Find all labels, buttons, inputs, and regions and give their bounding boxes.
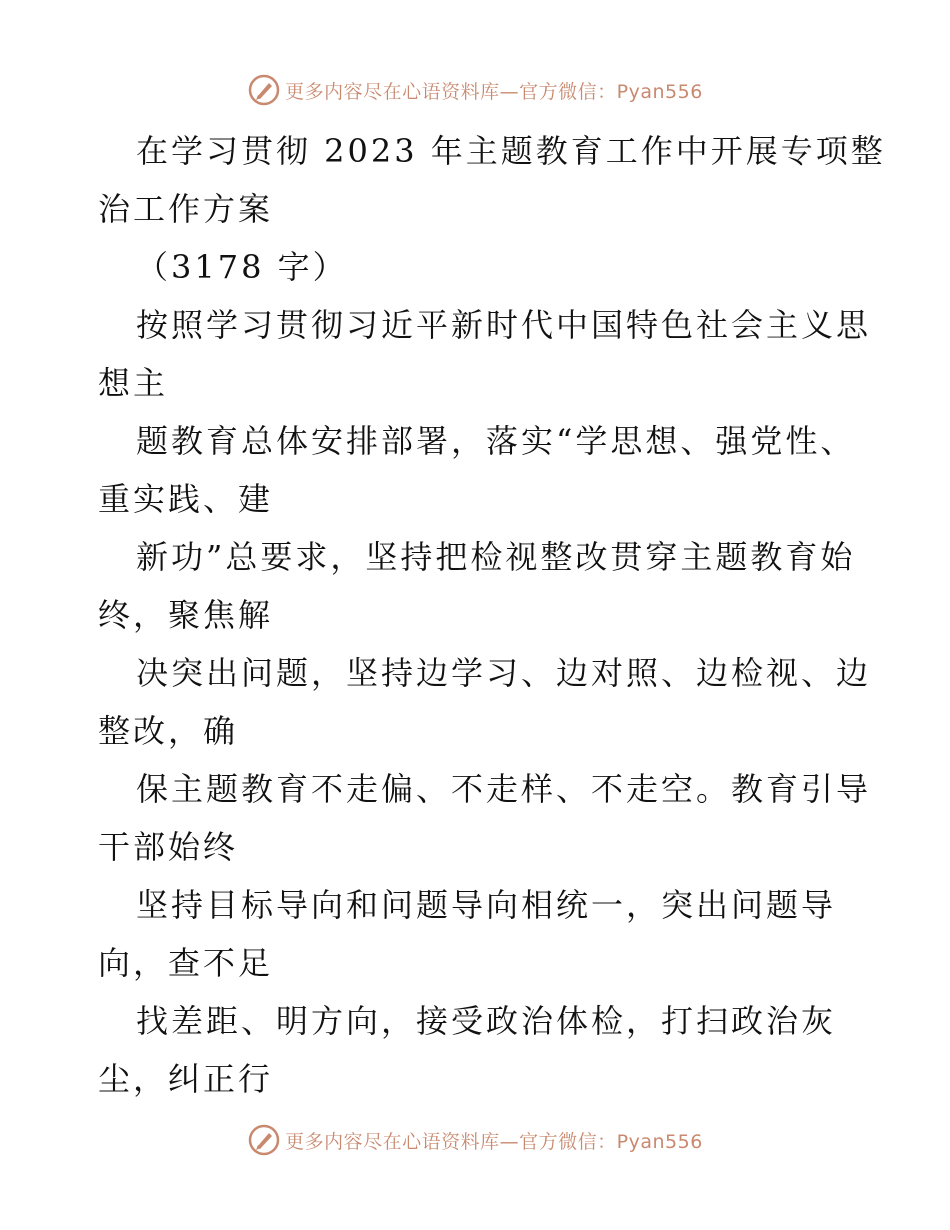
paragraph-line: 决突出问题，坚持边学习、边对照、边检视、边 xyxy=(136,654,872,692)
paragraph-line: 找差距、明方向，接受政治体检，打扫政治灰 xyxy=(136,1002,837,1040)
quill-pen-icon xyxy=(247,1123,281,1157)
watermark-text: 更多内容尽在心语资料库—官方微信：Pyan556 xyxy=(285,1130,703,1153)
paragraph-line: 新功”总要求，坚持把检视整改贯穿主题教育始 xyxy=(136,538,856,576)
paragraph-line: 题教育总体安排部署，落实“学思想、强党性、 xyxy=(136,422,856,460)
word-count: （3178 字） xyxy=(136,248,348,286)
paragraph-line: 重实践、建 xyxy=(98,480,274,518)
title-line-1: 在学习贯彻 2023 年主题教育工作中开展专项整 xyxy=(136,132,886,170)
document-body xyxy=(98,122,886,1108)
paragraph-line: 干部始终 xyxy=(98,828,239,866)
watermark-text: 更多内容尽在心语资料库—官方微信：Pyan556 xyxy=(285,80,703,103)
paragraph-line: 整改，确 xyxy=(98,712,239,750)
paragraph-line: 坚持目标导向和问题导向相统一，突出问题导 xyxy=(136,886,837,924)
paragraph-line: 想主 xyxy=(98,364,169,402)
title-line-2: 治工作方案 xyxy=(98,190,274,228)
header-watermark xyxy=(0,70,950,110)
footer-watermark xyxy=(0,1120,950,1160)
paragraph-line: 向，查不足 xyxy=(98,944,274,982)
quill-pen-icon xyxy=(247,73,281,107)
paragraph-line: 按照学习贯彻习近平新时代中国特色社会主义思 xyxy=(136,306,872,344)
paragraph-line: 终，聚焦解 xyxy=(98,596,274,634)
paragraph-line: 保主题教育不走偏、不走样、不走空。教育引导 xyxy=(136,770,872,808)
paragraph-line: 尘，纠正行 xyxy=(98,1060,274,1098)
